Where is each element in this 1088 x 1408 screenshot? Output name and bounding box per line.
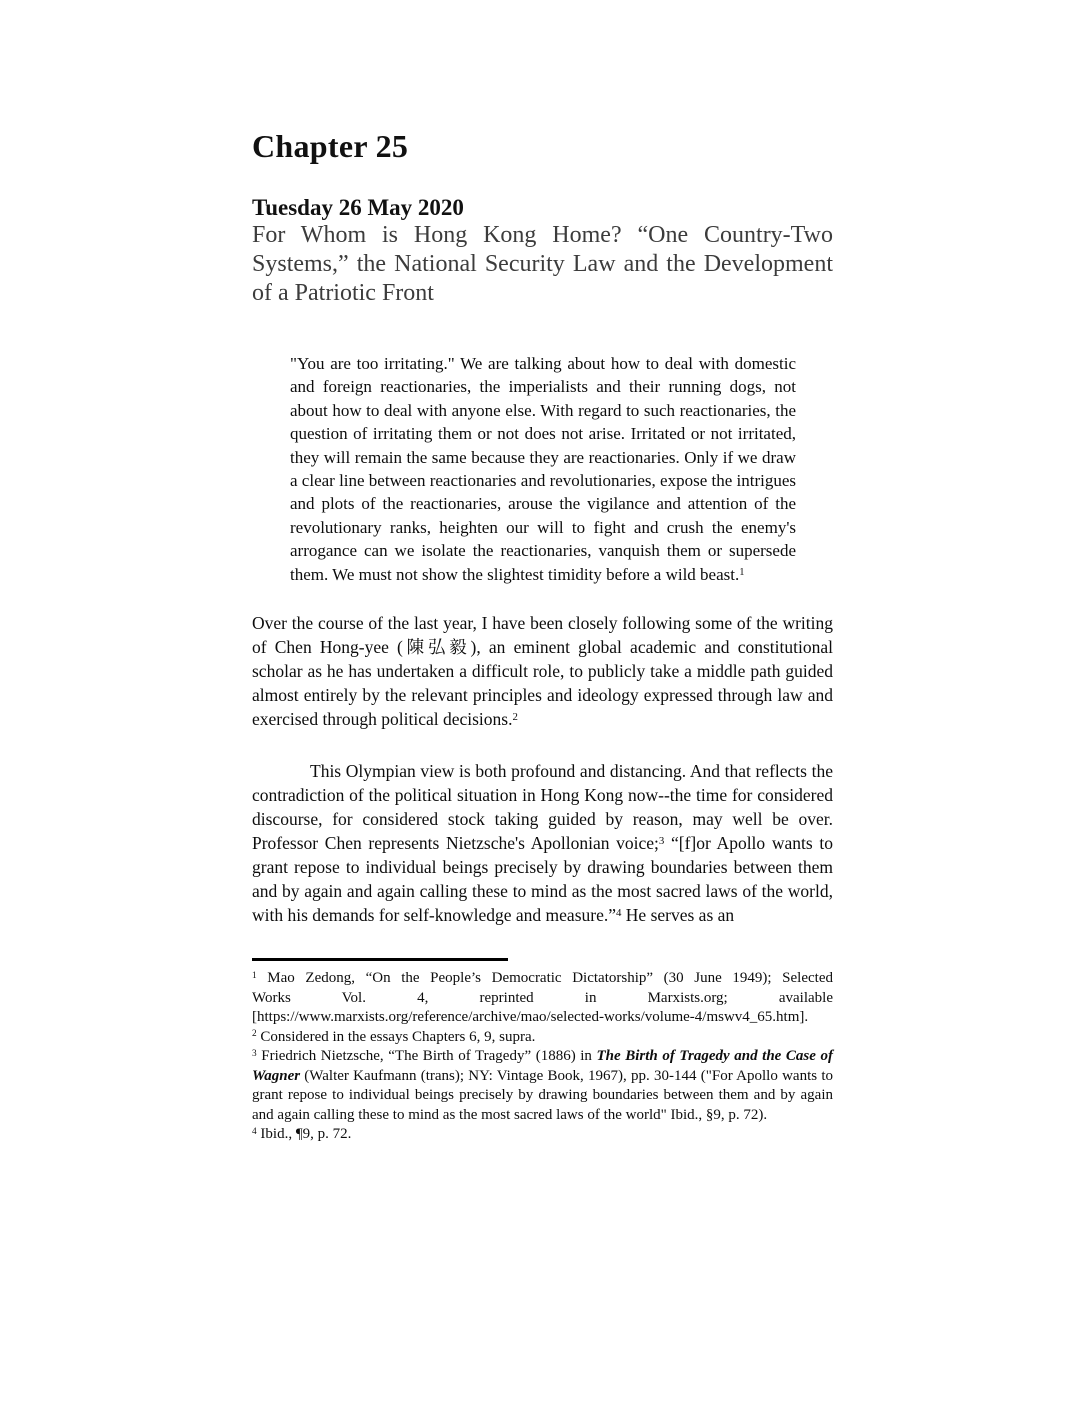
chapter-heading: Chapter 25 xyxy=(252,128,409,164)
footnote-ref: 2 xyxy=(512,711,518,724)
epigraph-blockquote: "You are too irritating." We are talking about how to deal with domestic and foreign reactionaries, the imperialists and their running dogs, not about how to deal with anyone else. With regard to such reactionaries, the question of irritating them or not does not arise. Irritated or not irritated, they will remain the same because they are reactionaries. Only if we draw a clear line between reactionaries and revolutionaries, expose the intrigues and plots of the reactionaries, arouse the vigilance and attention of the revolutionary ranks, heighten our will to fight and crush the enemy's arrogance can we isolate the reactionaries, vanquish them or supersede them. We must not show the slightest timidity before a wild beast.$^1$ xyxy=(290,354,797,584)
footnote-1: $^1$ Mao Zedong, “On the People’s Democratic Dictatorship” (30 June 1949); SelectedWorks Vol. 4, reprinted in Marxists.org; available[https://www.marxists.org/reference/archive/mao/selected-works/volume-4/mswv4_65.htm]. xyxy=(252,970,833,1026)
cited-work-title: The Birth of Tragedy and the Case of Wagner xyxy=(252,1048,833,1084)
footnote-ref: 2 xyxy=(252,1029,257,1040)
footnote-3: $^3$ Friedrich Nietzsche, “The Birth of Tragedy” (1886) in The Birth of Tragedy and the Case of Wagner (Walter Kaufmann (trans); NY: Vintage Book, 1967), pp. 30-144 ("For Apollo wants to grant repose to individual beings precisely by drawing boundaries between them and by again and again calling these to mind as the most sacred laws of the world" Ibid., §9, p. 72). xyxy=(252,1048,833,1123)
date-heading: Tuesday 26 May 2020 xyxy=(252,195,464,220)
footnote-2: $^2$ Considered in the essays Chapters 6, 9, supra. xyxy=(252,1028,536,1045)
chapter-title: For Whom is Hong Kong Home? “One Country-Two Systems,” the National Security Law and the Development of a Patriotic Front xyxy=(252,222,833,306)
footnote-ref: 4 xyxy=(616,907,622,920)
justified-line: Works Vol. 4, reprinted in Marxists.org; available xyxy=(252,989,833,1006)
page-content xyxy=(252,128,833,1145)
body-paragraph-1: Over the course of the last year, I have been closely following some of the writing of Chen Hong-yee (陳弘毅), an eminent global academic and constitutional scholar as he has undertaken a difficult role, to publicly take a middle path guided almost entirely by the relevant principles and ideology expressed through law and exercised through political decisions.$^2$ xyxy=(252,613,833,730)
footnote-ref: 3 xyxy=(252,1048,257,1059)
body-paragraph-2: This Olympian view is both profound and distancing. And that reflects the contradiction of the political situation in Hong Kong now--the time for considered discourse, for considered stock taking guided by reason, may well be over. Professor Chen represents Nietzsche's Apollonian voice;$^3$ “[f]or Apollo wants to grant repose to individual beings precisely by drawing boundaries between them and by again and again calling these to mind as the most sacred laws of the world, with his demands for self-knowledge and measure.”$^4$ He serves as an xyxy=(252,761,833,926)
footnote-ref: 1 xyxy=(739,566,745,578)
footnote-ref: 4 xyxy=(252,1126,257,1137)
footnote-ref: 3 xyxy=(658,835,665,848)
footnote-ref: 1 xyxy=(252,970,257,981)
footnotes-section xyxy=(252,969,833,1145)
footnote-separator-rule xyxy=(252,958,508,961)
footnote-4: $^4$ Ibid., ¶9, p. 72. xyxy=(252,1126,352,1143)
